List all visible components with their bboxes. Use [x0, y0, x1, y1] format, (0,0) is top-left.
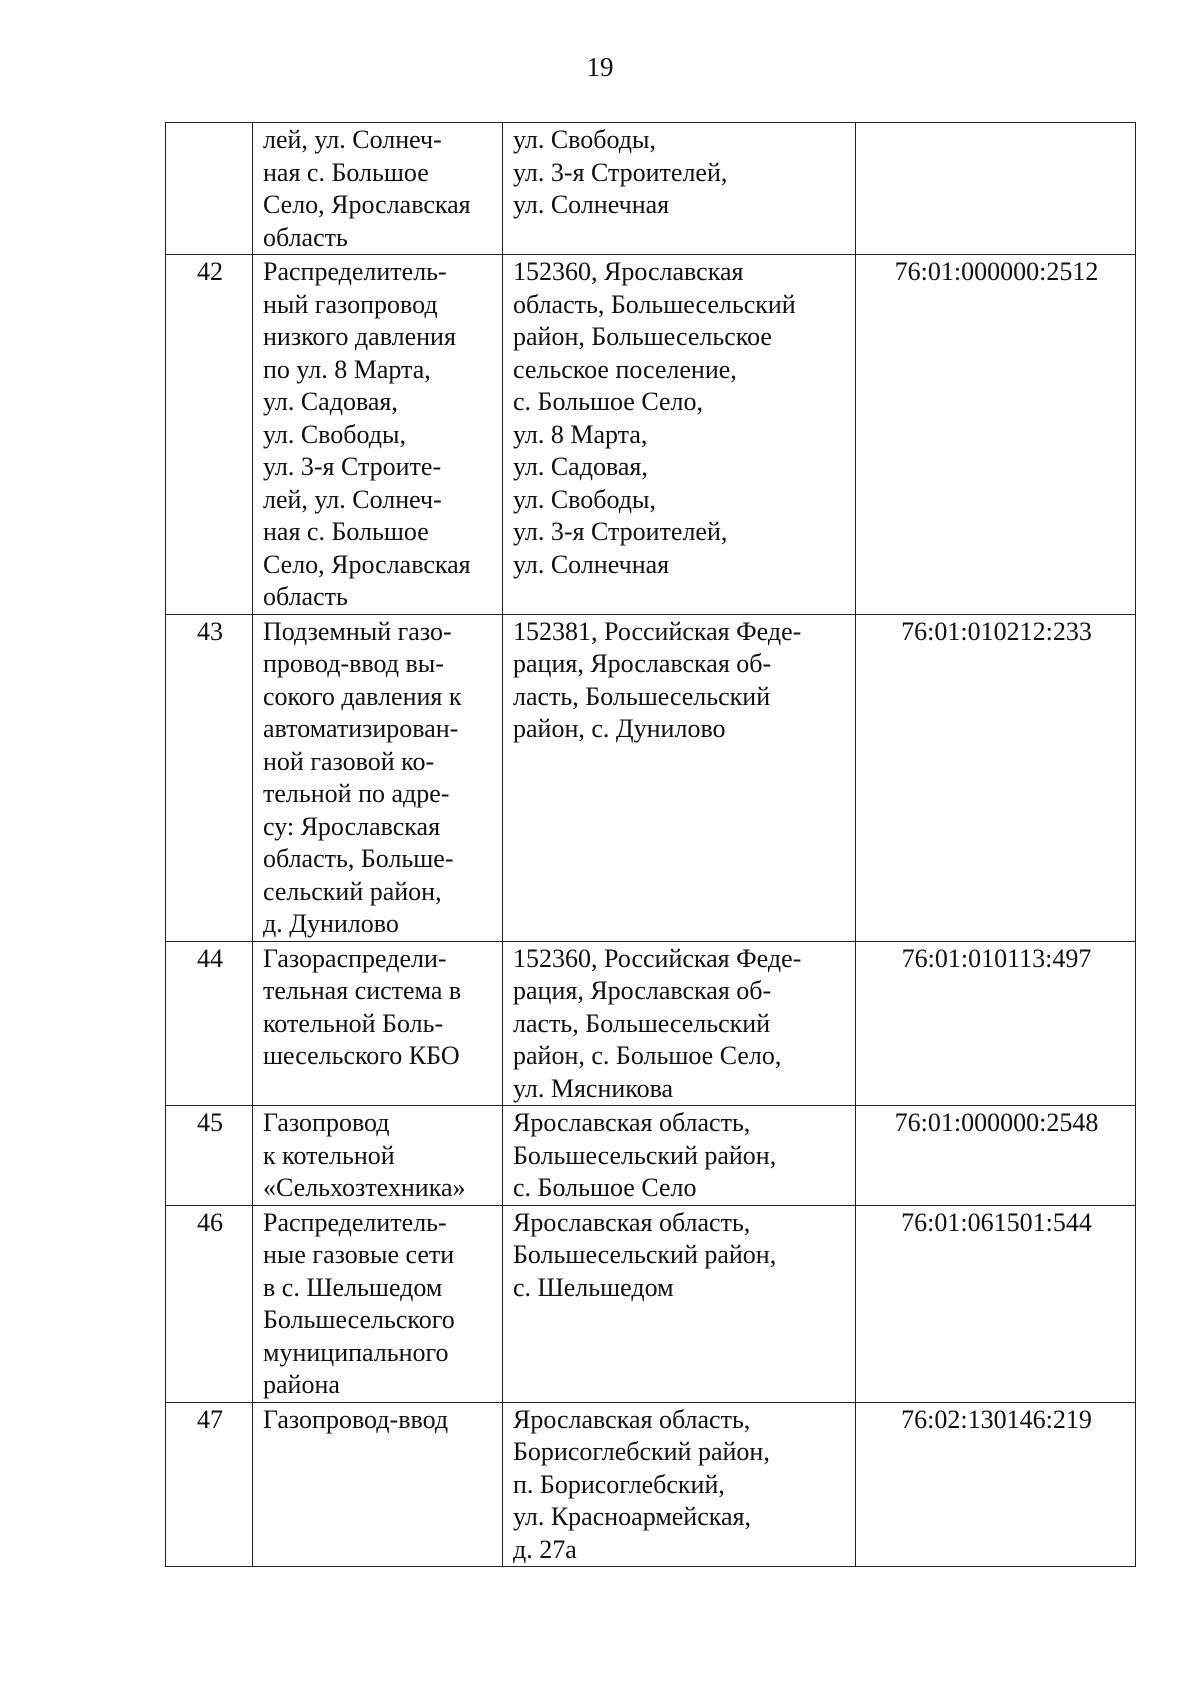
row-number-cell: 46	[166, 1205, 253, 1402]
address-line: район, с. Большое Село,	[513, 1041, 782, 1070]
name-line: «Сельхозтехника»	[263, 1173, 466, 1202]
cadastral-number-cell: 76:02:130146:219	[856, 1402, 1136, 1567]
table-row	[166, 1106, 1136, 1206]
name-line: Большесельского	[263, 1305, 455, 1334]
address-line: с. Шельшедом	[513, 1272, 674, 1302]
name-line: Распределитель-	[263, 257, 447, 286]
address-cell	[503, 1402, 856, 1567]
name-line: д. Дунилово	[263, 909, 399, 938]
name-line: котельной Боль-	[263, 1008, 444, 1038]
row-number-cell: 47	[166, 1402, 253, 1567]
address-line: Борисоглебский район,	[513, 1437, 770, 1466]
gas-pipeline-registry-table	[165, 122, 1136, 1567]
address-cell	[503, 255, 856, 615]
name-line: Село, Ярославская	[263, 549, 471, 579]
name-line: низкого давления	[263, 322, 456, 351]
address-line: ул. Свободы,	[513, 125, 656, 154]
name-line: ные газовые сети	[263, 1240, 455, 1269]
address-line: 152360, Ярославская	[513, 257, 744, 286]
address-line: Большесельский район,	[513, 1240, 777, 1269]
row-number-cell: 42	[166, 255, 253, 615]
object-name-cell	[253, 1205, 503, 1402]
address-line: сельское поселение,	[513, 354, 737, 384]
object-name-cell	[253, 123, 503, 255]
table-row	[166, 1402, 1136, 1567]
object-name-cell	[253, 614, 503, 941]
name-line: к котельной	[263, 1140, 395, 1170]
address-line: 152360, Российская Феде-	[513, 943, 802, 973]
address-line: п. Борисоглебский,	[513, 1469, 725, 1499]
name-line: лей, ул. Солнеч-	[263, 484, 442, 514]
name-line: тельная система в	[263, 976, 462, 1005]
address-line: рация, Ярославская об-	[513, 976, 772, 1005]
address-line: Большесельский район,	[513, 1140, 777, 1170]
name-line: района	[263, 1370, 340, 1399]
row-number-cell: 44	[166, 941, 253, 1106]
cadastral-number-cell: 76:01:061501:544	[856, 1205, 1136, 1402]
object-name-cell	[253, 255, 503, 615]
name-line: Газопровод-ввод	[263, 1404, 449, 1434]
address-line: рация, Ярославская об-	[513, 649, 772, 678]
name-line: ная с. Большое	[263, 157, 429, 187]
cadastral-number-cell	[856, 123, 1136, 255]
name-line: область	[263, 222, 348, 252]
address-line: район, с. Дунилово	[513, 714, 726, 743]
address-line: с. Большое Село,	[513, 387, 704, 416]
address-line: ул. 3-я Строителей,	[513, 157, 728, 187]
registry-table-body	[166, 123, 1136, 1567]
address-line: ул. 3-я Строителей,	[513, 517, 728, 546]
address-cell	[503, 123, 856, 255]
name-line: Газораспредели-	[263, 943, 447, 973]
cadastral-number-cell: 76:01:010113:497	[856, 941, 1136, 1106]
cadastral-number-cell: 76:01:000000:2548	[856, 1106, 1136, 1206]
name-line: область, Больше-	[263, 844, 454, 873]
table-row	[166, 941, 1136, 1106]
address-line: ул. Свободы,	[513, 484, 656, 514]
address-line: Ярославская область,	[513, 1108, 751, 1137]
address-line: ул. Садовая,	[513, 452, 648, 481]
object-name-cell	[253, 1106, 503, 1206]
address-cell	[503, 614, 856, 941]
name-line: в с. Шельшедом	[263, 1272, 443, 1302]
address-line: 152381, Российская Феде-	[513, 616, 802, 646]
address-line: ул. Красноармейская,	[513, 1502, 751, 1531]
name-line: область	[263, 582, 348, 611]
address-line: ул. Солнечная	[513, 190, 670, 219]
name-line: ул. Свободы,	[263, 419, 406, 449]
name-line: провод-ввод вы-	[263, 649, 444, 678]
name-line: автоматизирован-	[263, 714, 459, 743]
name-line: Село, Ярославская	[263, 190, 471, 219]
name-line: шесельского КБО	[263, 1041, 460, 1070]
cadastral-number-cell: 76:01:010212:233	[856, 614, 1136, 941]
address-line: Ярославская область,	[513, 1207, 751, 1237]
address-line: д. 27а	[513, 1534, 577, 1564]
name-line: ный газопровод	[263, 289, 438, 319]
row-number-cell: 43	[166, 614, 253, 941]
address-line: область, Большесельский	[513, 289, 796, 319]
address-cell	[503, 941, 856, 1106]
row-number-cell: 45	[166, 1106, 253, 1206]
address-line: ул. 8 Марта,	[513, 419, 648, 449]
name-line: сокого давления к	[263, 681, 462, 711]
name-line: тельной по адре-	[263, 779, 450, 808]
address-line: ласть, Большесельский	[513, 681, 771, 711]
address-line: ул. Солнечная	[513, 549, 670, 579]
address-cell	[503, 1106, 856, 1206]
name-line: муниципального	[263, 1337, 449, 1367]
object-name-cell	[253, 1402, 503, 1567]
address-line: с. Большое Село	[513, 1173, 697, 1202]
name-line: ной газовой ко-	[263, 746, 435, 776]
name-line: Подземный газо-	[263, 616, 452, 646]
name-line: су: Ярославская	[263, 811, 441, 841]
name-line: лей, ул. Солнеч-	[263, 125, 442, 154]
name-line: ная с. Большое	[263, 517, 429, 546]
address-line: Ярославская область,	[513, 1404, 751, 1434]
table-row	[166, 255, 1136, 615]
name-line: сельский район,	[263, 876, 442, 906]
name-line: ул. Садовая,	[263, 387, 398, 416]
table-row	[166, 614, 1136, 941]
table-row	[166, 1205, 1136, 1402]
name-line: Распределитель-	[263, 1207, 447, 1237]
row-number-cell	[166, 123, 253, 255]
name-line: ул. 3-я Строите-	[263, 452, 442, 481]
address-line: район, Большесельское	[513, 322, 772, 351]
address-line: ул. Мясникова	[513, 1073, 674, 1103]
address-line: ласть, Большесельский	[513, 1008, 771, 1038]
table-row	[166, 123, 1136, 255]
cadastral-number-cell: 76:01:000000:2512	[856, 255, 1136, 615]
name-line: по ул. 8 Марта,	[263, 354, 431, 384]
page-number: 19	[586, 52, 614, 82]
address-cell	[503, 1205, 856, 1402]
object-name-cell	[253, 941, 503, 1106]
name-line: Газопровод	[263, 1108, 390, 1137]
